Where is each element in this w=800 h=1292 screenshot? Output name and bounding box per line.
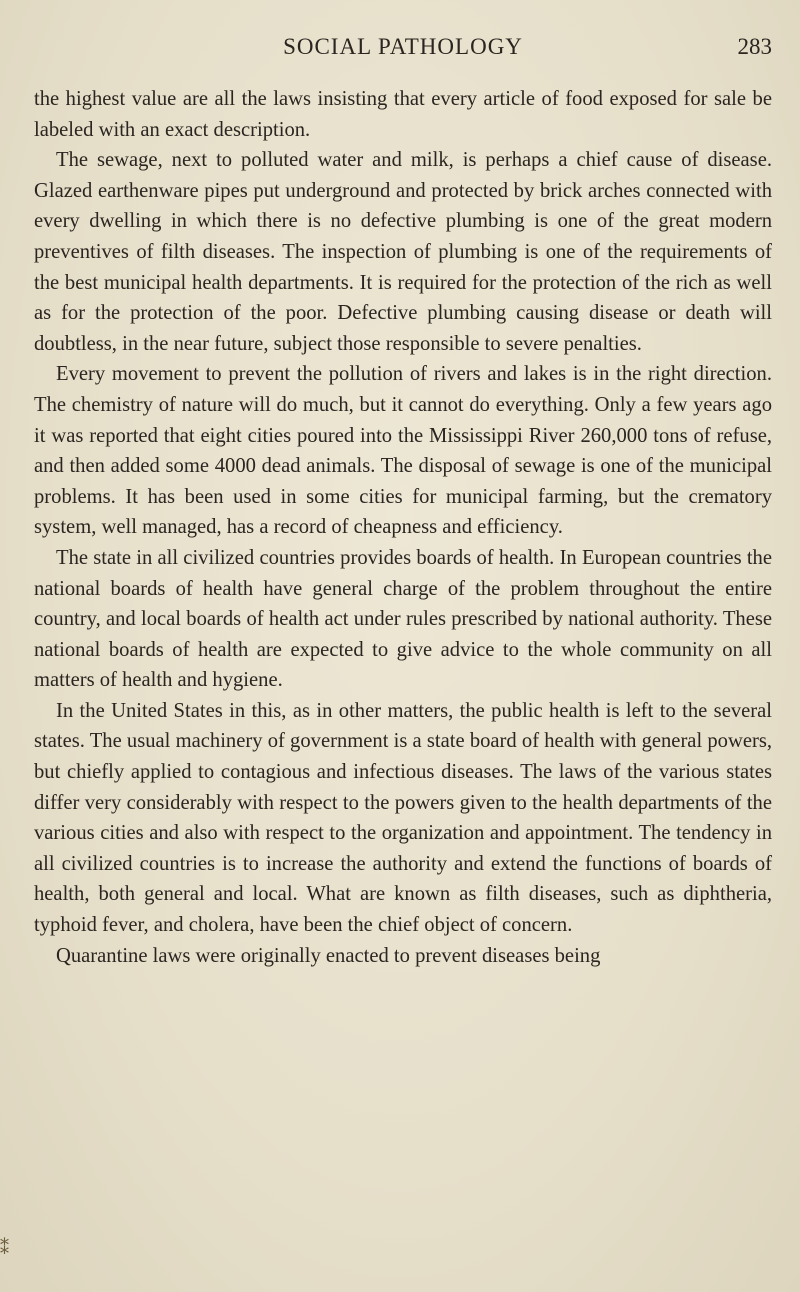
running-title: SOCIAL PATHOLOGY xyxy=(283,34,523,59)
running-head xyxy=(34,34,772,64)
paragraph-sewage: The sewage, next to polluted water and milk, is perhaps a chief cause of disease. Glazed earthenware pipes put underground and protected by brick arches connected with every dwelling in which there is no defective plumbing is one of the great modern preventives of filth diseases. The inspection of plumbing is one of the requirements of the best municipal health departments. It is required for the protection of the rich as well as for the protection of the poor. Defective plumbing causing disease or death will doubtless, in the near future, subject those responsible to severe penalties. xyxy=(34,149,772,355)
page-number: 283 xyxy=(737,34,772,59)
paragraph-united-states: In the United States in this, as in other matters, the public health is left to the several states. The usual machinery of government is a state board of health with general powers, but chiefly applied to contagious and infectious diseases. The laws of the various states differ very considerably with respect to the powers given to the health departments of the various cities and also with respect to the organization and appointment. The tendency in all civilized countries is to increase the authority and extend the functions of boards of health, both general and local. What are known as filth diseases, such as diphtheria, typhoid fever, and cholera, have been the chief object of concern. xyxy=(34,699,772,937)
paragraph-continued: the highest value are all the laws insisting that every article of food exposed for sale be labeled with an exact description. xyxy=(34,88,772,141)
paragraph-rivers: Every movement to prevent the pollution of rivers and lakes is in the right direction. The chemistry of nature will do much, but it cannot do everything. Only a few years ago it was reported that eight cities poured into the Mississippi River 260,000 tons of refuse, and then added some 4000 dead animals. The disposal of sewage is one of the municipal problems. It has been used in some cities for municipal farming, but the crematory system, well managed, has a record of cheapness and efficiency. xyxy=(34,363,772,539)
paragraph-boards-of-health: The state in all civilized countries provides boards of health. In European countries the national boards of health have general charge of the problem throughout the entire country, and local boards of health act under rules prescribed by national authority. These national boards of health are expected to give advice to the whole community on all matters of health and hygiene. xyxy=(34,546,772,692)
page-edge-mark: ⁑ xyxy=(0,1238,9,1258)
body-text xyxy=(34,84,772,971)
paragraph-quarantine: Quarantine laws were originally enacted to prevent diseases being xyxy=(56,944,601,967)
